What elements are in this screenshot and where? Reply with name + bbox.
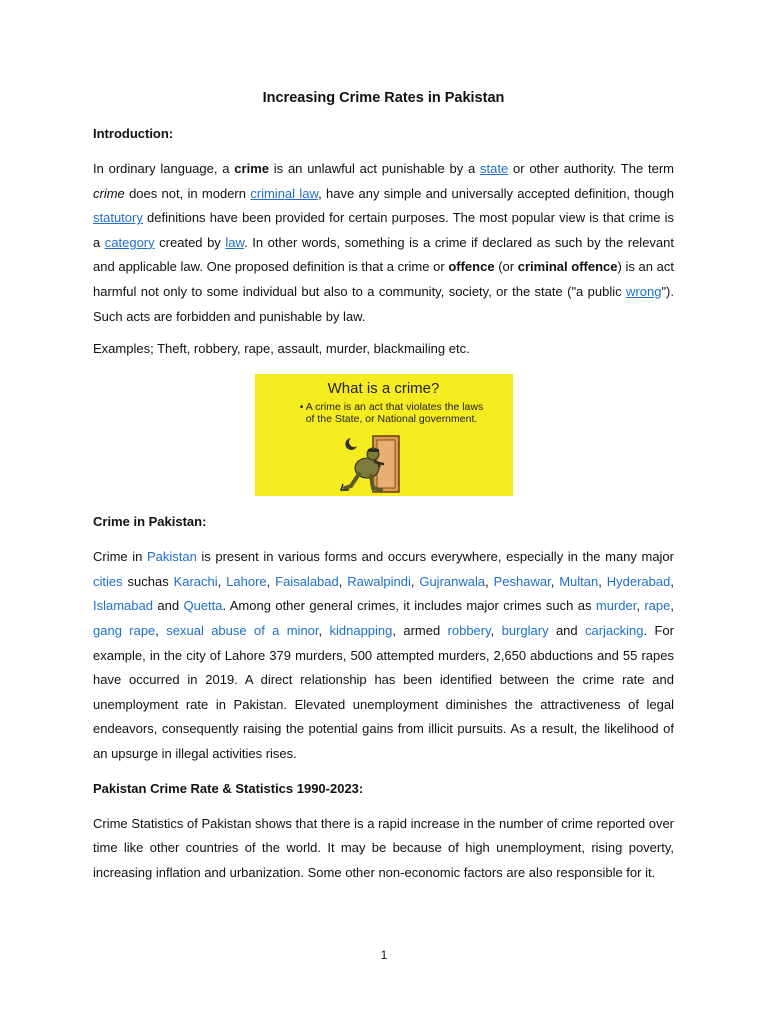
figure-bullet-text: • A crime is an act that violates the laws of the State, or National government. [299,401,484,425]
burglar-cartoon-icon [337,432,417,494]
document-title: Increasing Crime Rates in Pakistan [262,90,505,106]
link-carjacking[interactable]: carjacking [584,622,644,638]
text-run: created by [154,234,226,250]
examples-line: Examples; Theft, robbery, rape, assault, murder, blackmailing etc. [93,341,470,357]
link-pakistan[interactable]: Pakistan [146,549,197,565]
link-multan[interactable]: Multan [559,573,599,589]
link-rawalpindi[interactable]: Rawalpindi [347,573,411,589]
text-run: "). Such acts are forbidden and punishable by law. [93,283,674,324]
text-run: . In other words, something is a crime if declared as such by the relevant and applicable law. One proposed definition is that a crime or [93,234,674,275]
text-run: . For example, in the city of Lahore 379 murders, 500 attempted murders, 2,650 abductions and 55 rapes have occurred in 2019. A direct relationship has been identified between the crime rate and unemployment rate in Pakistan. Elevated unemployment diminishes the attractiveness of legal endeavors, consequently raising the potential gains from illicit pursuits. As a result, the likelihood of an upsurge in illegal activities rises. [93,622,674,761]
text-run: . Among other general crimes, it includes major crimes such as [222,598,596,614]
link-burglary[interactable]: burglary [501,622,549,638]
what-is-crime-figure [255,374,513,496]
crime-bold-term: crime [234,161,269,176]
link-lahore[interactable]: Lahore [226,573,267,589]
link-faisalabad[interactable]: Faisalabad [275,573,339,589]
text-run: is present in various forms and occurs everywhere, especially in the many major [196,549,674,565]
text-run: (or [494,259,518,275]
text-run: Crime in [93,549,147,565]
link-gang-rape[interactable]: gang rape [93,622,156,638]
link-cities[interactable]: cities [93,573,123,589]
text-run: and [548,622,585,638]
text-run: is an unlawful act punishable by a [269,161,481,176]
link-karachi[interactable]: Karachi [173,573,218,589]
link-statutory[interactable]: statutory [93,210,143,226]
crime-statistics-heading: Pakistan Crime Rate & Statistics 1990-2023: [93,780,364,796]
link-rape[interactable]: rape [644,598,671,614]
link-islamabad[interactable]: Islamabad [93,598,153,614]
criminal-offence-bold-term: criminal offence [517,259,618,275]
page-content [93,82,674,893]
crime-in-pakistan-heading: Crime in Pakistan: [93,514,207,530]
link-sexual-abuse-of-a-minor[interactable]: sexual abuse of a minor [166,622,319,638]
text-run: and [152,598,184,614]
text-run: , have any simple and universally accepted definition, though [318,185,674,201]
text-run: In ordinary language, a [93,161,235,176]
page-number: 1 [380,948,388,962]
offence-bold-term: offence [448,259,495,275]
introduction-heading: Introduction: [93,126,174,141]
link-murder[interactable]: murder [595,598,637,614]
figure-title: What is a crime? [327,380,440,398]
link-wrong[interactable]: wrong [626,283,662,299]
text-run: ) is an act harmful not only to some individual but also to a community, society, or the state ("a public [93,259,674,299]
text-run: does not, in modern [124,185,251,201]
link-gujranwala[interactable]: Gujranwala [419,573,486,589]
link-kidnapping[interactable]: kidnapping [329,622,393,638]
text-run: or other authority. The term [508,161,674,176]
link-category[interactable]: category [104,234,155,250]
link-quetta[interactable]: Quetta [183,598,223,614]
text-run: , armed [392,622,448,638]
link-robbery[interactable]: robbery [447,622,491,638]
introduction-paragraph [93,157,674,329]
crime-italic-term: crime [93,185,125,201]
link-peshawar[interactable]: Peshawar [493,573,551,589]
text-run: definitions have been provided for certain purposes. The most popular view is that crime is a [93,210,674,250]
link-hyderabad[interactable]: Hyderabad [606,573,671,589]
link-state[interactable]: state [480,161,509,176]
crime-statistics-paragraph: Crime Statistics of Pakistan shows that there is a rapid increase in the number of crime reported over time like other countries of the world. It may be because of high unemployment, rising poverty, increasing inflation and urbanization. Some other non-economic factors are also responsible for it. [93,815,674,880]
link-criminal-law[interactable]: criminal law [250,185,319,201]
text-run: suchas [122,573,174,589]
crime-in-pakistan-paragraph: Crime in Pakistan is present in various forms and occurs everywhere, especially in the many major cities suchas Karachi, Lahore, Faisalabad, Rawalpindi, Gujranwala, Peshawar, Multan, Hyderabad, Islamabad and Quetta. Among other general crimes, it includes major crimes such as murder, rape, gang rape, sexual abuse of a minor, kidnapping, armed robbery, burglary and carjacking. For example, in the city of Lahore 379 murders, 500 attempted murders, 2,650 abductions and 55 rapes have occurred in 2019. A direct relationship has been identified between the crime rate and unemployment rate in Pakistan. Elevated unemployment diminishes the attractiveness of legal endeavors, consequently raising the potential gains from illicit pursuits. As a result, the likelihood of an upsurge in illegal activities rises. [93,549,674,761]
link-law[interactable]: law [225,234,245,250]
